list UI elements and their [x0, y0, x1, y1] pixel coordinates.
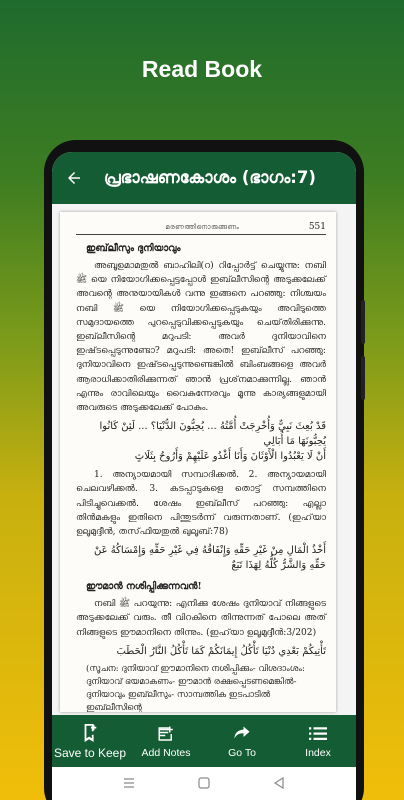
add-notes-button[interactable]: [129, 724, 203, 759]
back-button[interactable]: [62, 166, 86, 190]
paragraph: 1. അന്യായമായി സമ്പാദിക്കൽ. 2. അന്യായമായി ചെലവഴിക്കൽ. 3. കടപ്പാടുകളെ തൊട്ട് സമ്പത്തിനെ പിടിച്ചുവെക്കൽ. ശേഷം ഇബ്‌ലീസ് പറഞ്ഞു: എല്ലാ തിൻമകളും ഇതിനെ പിന്തുടർന്ന് വരുന്നതാണ്. (ഇഹ്‌യാ ഉലൂമുദ്ദീൻ, തസ്‌ഫിയതുൽ ഖുലൂബ്:78): [76, 470, 326, 538]
list-icon: [308, 724, 328, 744]
share-arrow-icon: [232, 724, 252, 744]
app-bar: [52, 152, 356, 204]
running-header: മരണത്തിനൊരുങ്ങണം: [165, 222, 240, 231]
reader-content[interactable]: [52, 204, 356, 715]
phone-power-button: [361, 356, 365, 400]
paragraph: നബി ﷺ പറയുന്നു: എനിക്കു ശേഷം ദുനിയാവ് നിങ്ങളുടെ അടുക്കലേക്ക് വരും. തീ വിറകിനെ തിന്നുന്നത് പോലെ അത് നിങ്ങളുടെ ഈമാനിനെ തിന്നും. (ഇഹ്‌യാ ഉലൂമുദ്ദീൻ:3/202): [76, 599, 326, 638]
section-heading: ഈമാൻ നശിപ്പിക്കുന്നവൻ!: [86, 581, 202, 593]
save-to-keep-button[interactable]: [53, 723, 127, 760]
bookmark-plus-icon: [80, 723, 100, 743]
nav-label: Index: [305, 746, 331, 759]
nav-label: Go To: [228, 746, 256, 759]
back-icon[interactable]: [273, 774, 285, 793]
phone-screen: [52, 152, 356, 800]
note-add-icon: [156, 724, 176, 744]
section-heading: ഇബ്‌ലീസും ദുനിയാവും: [86, 243, 181, 254]
paragraph: അബൂഉമാമതുൽ ബാഹിലി(റ) റിപ്പോർട്ട് ചെയ്യുന്നു: നബി ﷺ യെ നിയോഗിക്കപ്പെട്ടപ്പോൾ ഇബ്‌ലീസിന്റെ അടുക്കലേക്ക് അവന്റെ അനുയായികൾ വന്നു ഇങ്ങനെ പറഞ്ഞു: നിശ്ചയം നബി ﷺ യെ നിയോഗിക്കപ്പെടുകയും അവിടുത്തെ സമുദായത്തെ പുറപ്പെടുവിക്കപ്പെടുകയും ചെയ്‌തിരിക്കുന്നു. ഇബ്‌ലീസിന്റെ മറുപടി: അവർ ദുനിയാവിനെ ഇഷ്‌ടപ്പെടുന്നുണ്ടോ? മറുപടി: അതെ! ഇബ്‌ലീസ് പറഞ്ഞു: ദുനിയാവിനെ ഇഷ്‌ടപ്പെടുന്നുണ്ടെങ്കിൽ ബിംബങ്ങളെ അവർ ആരാധിക്കാതിരിക്കുന്നത് ഞാൻ പ്രശ്‌നമാക്കുന്നില്ല. ഞാൻ എന്നും രാവിലെയും വൈകുന്നേരവും മൂന്നു കാര്യങ്ങളുമായി അവരുടെ അടുക്കലേക്ക് പോകും.: [76, 261, 326, 414]
bottom-nav: [52, 715, 356, 767]
nav-label: Add Notes: [141, 746, 191, 759]
page-header: [76, 222, 326, 235]
arabic-text: أَخْذُ الْمَالِ مِنْ غَيْرِ حَقِّهِ وَإِنْفَاقُهُ فِي غَيْرِ حَقِّهِ وَإِمْسَاكُهُ عَنْ حَقِّهِ وَالشَّرُّ كُلُّهُ لِهَذَا تَبَعٌ: [93, 545, 326, 572]
phone-volume-button: [361, 300, 365, 344]
note-text: (സൂചന: ദുനിയാവ് ഈമാനിനെ നശിപ്പിക്കും- വിശദാംശം: ദുനിയാവ് ഭയമാകണം- ഈമാൻ രക്ഷപ്പെടണമെങ്കിൽ- ദുനിയാവും ഇബ്‌ലീസും- സാമ്പത്തിക ഇടപാടിൽ ഇബ്‌ലീസിന്റെ: [86, 663, 305, 712]
book-page: [60, 212, 336, 712]
recents-icon[interactable]: [123, 774, 135, 793]
arrow-left-icon: [65, 169, 83, 187]
home-icon[interactable]: [198, 774, 210, 793]
nav-label: Save to Keep: [53, 745, 127, 760]
book-title: പ്രഭാഷണകോശം (ഭാഗം:7): [104, 168, 316, 187]
go-to-button[interactable]: [205, 724, 279, 759]
arabic-text: تَأْتِيكُمْ بَعْدِي دُنْيَا تَأْكُلُ إِيمَانَكُمْ كَمَا تَأْكُلُ النَّارُ الْحَطَبَ: [116, 645, 326, 657]
arabic-line: قَدْ بُعِثَ نَبِيٌّ وَأُخْرِجَتْ أُمَّتُهُ ... يُحِبُّونَ الدُّنْيَا؟ ... لَئِنْ كَانُوا يُحِبُّونَهَا مَا أُبَالِي: [99, 421, 326, 448]
promo-title: Read Book: [141, 56, 263, 82]
index-button[interactable]: [281, 724, 355, 759]
arabic-text: [76, 419, 326, 464]
arabic-line: أَنْ لَا يَعْبُدُوا الْأَوْثَانَ وَأَنَا أَغْدُو عَلَيْهِمْ وَأَرُوحُ بِثَلَاثٍ: [134, 451, 326, 463]
system-navigation-bar: [52, 767, 356, 800]
page-number: 551: [308, 222, 326, 232]
